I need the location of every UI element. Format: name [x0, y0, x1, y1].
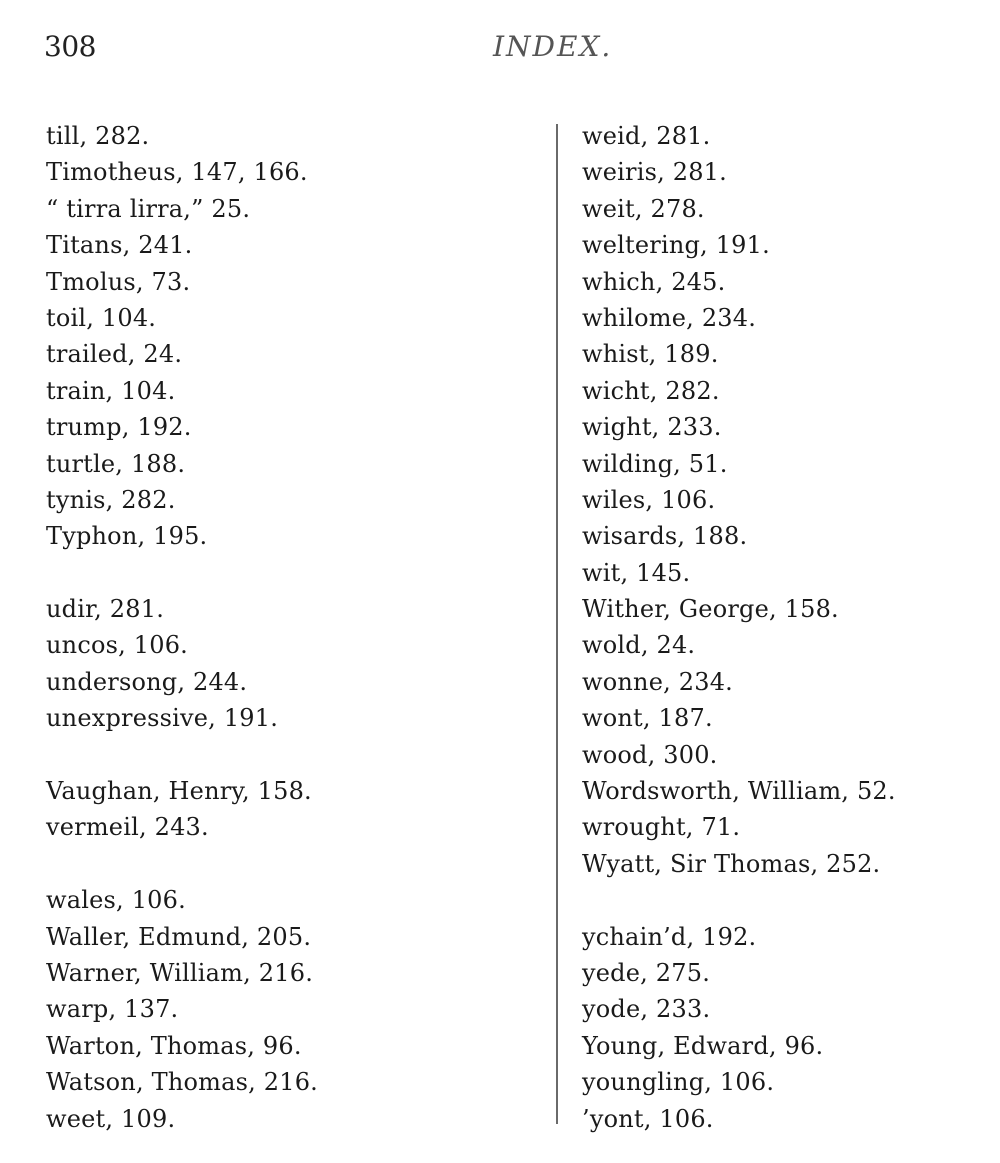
index-entry: udir, 281. — [46, 595, 165, 624]
index-entry: Titans, 241. — [46, 231, 193, 260]
index-entry: Timotheus, 147, 166. — [46, 158, 308, 187]
index-entry: weet, 109. — [46, 1104, 176, 1133]
index-entry: Wordsworth, William, 52. — [582, 777, 896, 806]
index-entry: whist, 189. — [582, 340, 719, 369]
index-entry: Warton, Thomas, 96. — [46, 1031, 302, 1060]
index-entry: weltering, 191. — [582, 231, 770, 260]
index-entry: wrought, 71. — [582, 813, 741, 842]
index-entry: Wither, George, 158. — [582, 595, 839, 624]
index-entry: ’yont, 106. — [582, 1104, 714, 1133]
index-entry: whilome, 234. — [582, 303, 757, 332]
index-entry: yede, 275. — [582, 958, 711, 987]
index-entry: trailed, 24. — [46, 340, 183, 369]
index-gap — [582, 882, 896, 918]
index-entry: till, 282. — [46, 122, 150, 150]
index-entry: Vaughan, Henry, 158. — [46, 777, 312, 806]
index-entry: weit, 278. — [582, 194, 705, 223]
index-entry: Young, Edward, 96. — [582, 1031, 824, 1060]
index-entry: wisards, 188. — [582, 522, 748, 551]
index-entry: which, 245. — [582, 267, 726, 296]
running-head: INDEX. — [493, 30, 613, 63]
index-entry: wit, 145. — [582, 558, 691, 587]
index-entry: Wyatt, Sir Thomas, 252. — [582, 849, 881, 878]
index-column-left — [46, 118, 318, 1137]
index-entry: wiles, 106. — [582, 485, 716, 514]
index-entry: wilding, 51. — [582, 449, 728, 478]
column-divider — [556, 124, 558, 1124]
index-entry: tynis, 282. — [46, 485, 176, 514]
index-entry: wicht, 282. — [582, 376, 720, 405]
index-gap — [46, 555, 318, 591]
index-entry: train, 104. — [46, 376, 176, 405]
index-entry: weid, 281. — [582, 122, 711, 150]
index-entry: trump, 192. — [46, 413, 192, 442]
index-entry: uncos, 106. — [46, 631, 189, 660]
index-entry: Waller, Edmund, 205. — [46, 922, 312, 951]
index-column-right — [582, 118, 896, 1137]
page-number: 308 — [44, 30, 96, 63]
index-entry: wales, 106. — [46, 886, 186, 915]
index-entry: wood, 300. — [582, 740, 718, 769]
index-entry: Typhon, 195. — [46, 522, 208, 551]
index-entry: vermeil, 243. — [46, 813, 209, 842]
index-entry: ychain’d, 192. — [582, 922, 757, 951]
index-entry: Warner, William, 216. — [46, 958, 314, 987]
index-gap — [46, 846, 318, 882]
index-entry: wont, 187. — [582, 704, 713, 733]
index-entry: warp, 137. — [46, 995, 179, 1024]
index-entry: undersong, 244. — [46, 667, 248, 696]
index-entry: toil, 104. — [46, 303, 157, 332]
index-entry: Tmolus, 73. — [46, 267, 191, 296]
index-gap — [46, 737, 318, 773]
index-entry: “ tirra lirra,” 25. — [46, 194, 251, 223]
index-entry: Watson, Thomas, 216. — [46, 1068, 319, 1097]
index-entry: yode, 233. — [582, 995, 711, 1024]
index-entry: weiris, 281. — [582, 158, 727, 187]
index-entry: wold, 24. — [582, 631, 696, 660]
index-entry: youngling, 106. — [582, 1068, 775, 1097]
index-entry: turtle, 188. — [46, 449, 186, 478]
index-entry: unexpressive, 191. — [46, 704, 279, 733]
index-entry: wonne, 234. — [582, 667, 734, 696]
index-entry: wight, 233. — [582, 413, 722, 442]
